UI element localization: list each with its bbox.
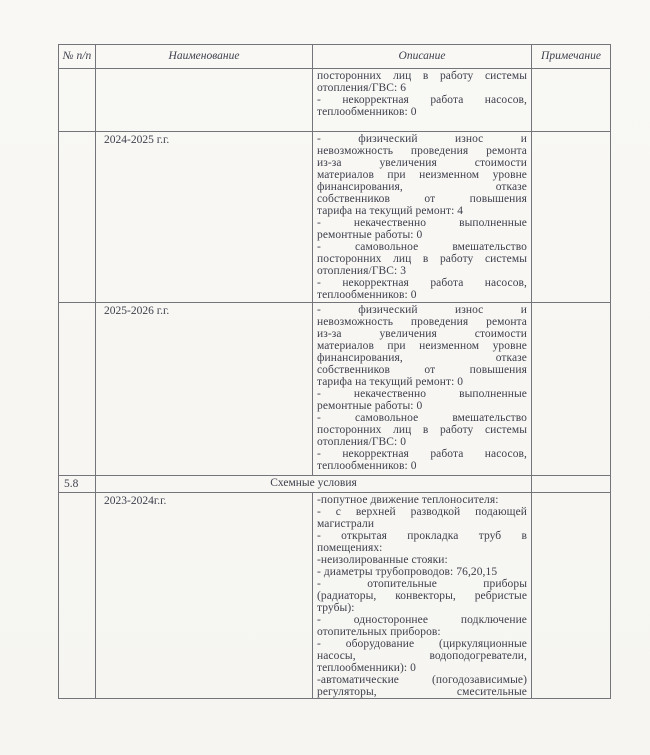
description-line: помещениях: — [317, 542, 383, 554]
row-num-cell — [59, 303, 96, 476]
table-row — [59, 132, 611, 303]
header-cell-description: Описание — [313, 45, 532, 69]
description-line: невозможность проведения ремонта — [317, 316, 527, 328]
description-line: -попутное движение теплоносителя: — [317, 494, 499, 506]
description-line: регуляторы, смесительные — [317, 686, 527, 698]
description-line: -неизолированные стояки: — [317, 554, 448, 566]
description-line: собственников от повышения — [317, 364, 527, 376]
description-line: посторонних лиц в работу системы — [317, 424, 527, 436]
description-line: из-за увеличения стоимости — [317, 157, 527, 169]
description-line: - физический износ и — [317, 133, 527, 145]
description-line: теплообменников: 0 — [317, 460, 417, 472]
description-line: материалов при неизменном уровне — [317, 169, 527, 181]
description-line: отопления/ГВС: 3 — [317, 265, 407, 277]
description-line: - некорректная работа насосов, — [317, 448, 527, 460]
description-line: тарифа на текущий ремонт: 4 — [317, 205, 464, 217]
description-line: - некорректная работа насосов, — [317, 277, 527, 289]
description-line: - открытая прокладка труб в — [317, 530, 527, 542]
description-line: - некорректная работа насосов, — [317, 94, 527, 106]
description-line: из-за увеличения стоимости — [317, 328, 527, 340]
description-line: - некачественно выполненные — [317, 217, 527, 229]
row-name-cell: 2024-2025 г.г. — [96, 132, 313, 303]
row-num-cell — [59, 493, 96, 699]
description-line: финансирования, отказе — [317, 352, 527, 364]
description-line: - с верхней разводкой подающей — [317, 506, 527, 518]
description-line: ремонтные работы: 0 — [317, 229, 423, 241]
description-line: - одностороннее подключение — [317, 614, 527, 626]
table-row — [59, 493, 611, 699]
row-note-cell — [532, 493, 611, 699]
description-line: материалов при неизменном уровне — [317, 340, 527, 352]
description-line: ремонтные работы: 0 — [317, 400, 423, 412]
description-line: (радиаторы, конвекторы, ребристые — [317, 590, 527, 602]
description-line: -автоматические (погодозависимые) — [317, 674, 527, 686]
description-line: теплообменников: 0 — [317, 106, 417, 118]
conditions-table — [58, 44, 611, 699]
table-row — [59, 69, 611, 132]
table-row — [59, 303, 611, 476]
description-line: - отопительные приборы — [317, 578, 527, 590]
row-note-cell — [532, 303, 611, 476]
description-line: - самовольное вмешательство — [317, 412, 527, 424]
description-line: финансирования, отказе — [317, 181, 527, 193]
header-cell-note: Примечание — [532, 45, 611, 69]
description-line: отопительных приборов: — [317, 626, 441, 638]
description-line: невозможность проведения ремонта — [317, 145, 527, 157]
row-name-cell: 2025-2026 г.г. — [96, 303, 313, 476]
section-number-cell: 5.8 — [59, 476, 96, 493]
description-line: трубы): — [317, 602, 355, 614]
description-line: теплообменники): 0 — [317, 662, 416, 674]
description-line: посторонних лиц в работу системы — [317, 253, 527, 265]
description-line: магистрали — [317, 518, 375, 530]
row-note-cell — [532, 69, 611, 132]
description-line: посторонних лиц в работу системы — [317, 70, 527, 82]
description-line: - некачественно выполненные — [317, 388, 527, 400]
description-line: - физический износ и — [317, 304, 527, 316]
row-num-cell — [59, 132, 96, 303]
description-line: - самовольное вмешательство — [317, 241, 527, 253]
table-header-row — [59, 45, 611, 69]
header-cell-num: № п/п — [59, 45, 96, 69]
row-description-cell — [313, 132, 532, 303]
row-name-cell — [96, 69, 313, 132]
row-name-cell: 2023-2024г.г. — [96, 493, 313, 699]
section-row — [59, 476, 611, 493]
description-line: тарифа на текущий ремонт: 0 — [317, 376, 464, 388]
description-line: - диаметры трубопроводов: 76,20,15 — [317, 566, 498, 578]
row-description-cell — [313, 69, 532, 132]
description-line: насосы, водоподогреватели, — [317, 650, 527, 662]
header-cell-name: Наименование — [96, 45, 313, 69]
description-line: теплообменников: 0 — [317, 289, 417, 301]
description-line: - оборудование (циркуляционные — [317, 638, 527, 650]
description-line: собственников от повышения — [317, 193, 527, 205]
description-line: отопления/ГВС: 6 — [317, 82, 407, 94]
row-description-cell — [313, 303, 532, 476]
description-line: отопления/ГВС: 0 — [317, 436, 407, 448]
section-title-cell: Схемные условия — [96, 476, 532, 493]
row-note-cell — [532, 476, 611, 493]
row-num-cell — [59, 69, 96, 132]
row-description-cell — [313, 493, 532, 699]
row-note-cell — [532, 132, 611, 303]
